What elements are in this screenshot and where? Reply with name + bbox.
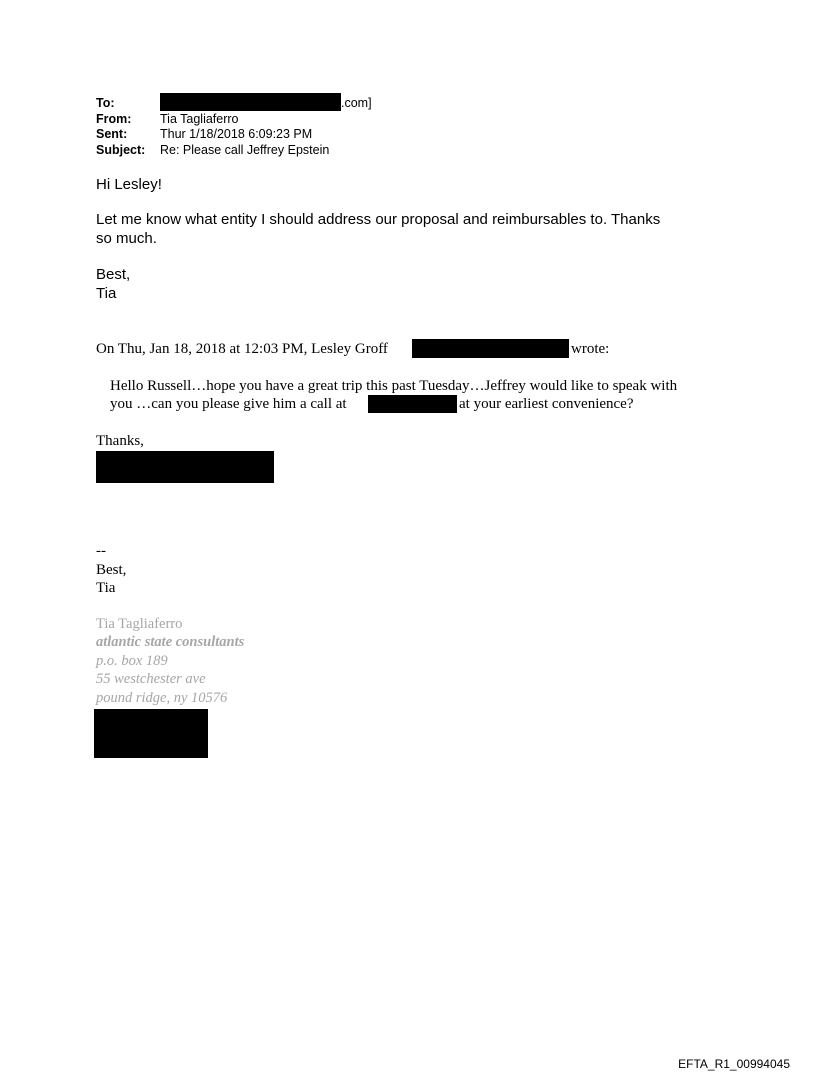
to-value-suffix: .com] (341, 96, 372, 110)
sent-label: Sent: (96, 127, 128, 141)
signature-short-name: Tia (96, 580, 116, 596)
quoted-line-1: Hello Russell…hope you have a great trip this past Tuesday…Jeffrey would like to speak with (110, 378, 678, 394)
from-value: Tia Tagliaferro (160, 112, 239, 126)
document-id: EFTA_R1_00994045 (678, 1057, 790, 1071)
signature-street: 55 westchester ave (96, 671, 206, 687)
from-label: From: (96, 112, 132, 126)
signature-full-name: Tia Tagliaferro (96, 616, 183, 632)
signature-city: pound ridge, ny 10576 (96, 690, 228, 706)
quoted-thanks: Thanks, (96, 433, 144, 449)
signature-closing: Best, (96, 562, 127, 578)
greeting: Hi Lesley! (96, 176, 162, 193)
subject-value: Re: Please call Jeffrey Epstein (160, 143, 330, 157)
redaction-to-address (160, 93, 341, 111)
quoted-intro-end: wrote: (571, 341, 610, 357)
signature-po-box: p.o. box 189 (96, 653, 168, 669)
signature-dashes: -- (96, 543, 106, 559)
body-line-2: so much. (96, 230, 157, 247)
subject-label: Subject: (96, 143, 146, 157)
sent-value: Thur 1/18/2018 6:09:23 PM (160, 127, 313, 141)
redaction-quoted-signature (96, 451, 274, 483)
quoted-intro-start: On Thu, Jan 18, 2018 at 12:03 PM, Lesley Groff (96, 341, 388, 357)
redaction-sender-email (412, 339, 569, 358)
closing: Best, (96, 266, 131, 283)
body-line-1: Let me know what entity I should address our proposal and reimbursables to. Thanks (96, 211, 661, 228)
signature-company: atlantic state consultants (96, 634, 245, 650)
quoted-line-2-end: at your earliest convenience? (459, 396, 634, 412)
redaction-phone-number (368, 395, 457, 413)
quoted-line-2-start: you …can you please give him a call at (110, 396, 347, 412)
redaction-signature-contact (94, 709, 208, 758)
signature-name: Tia (96, 285, 117, 302)
to-label: To: (96, 96, 115, 110)
